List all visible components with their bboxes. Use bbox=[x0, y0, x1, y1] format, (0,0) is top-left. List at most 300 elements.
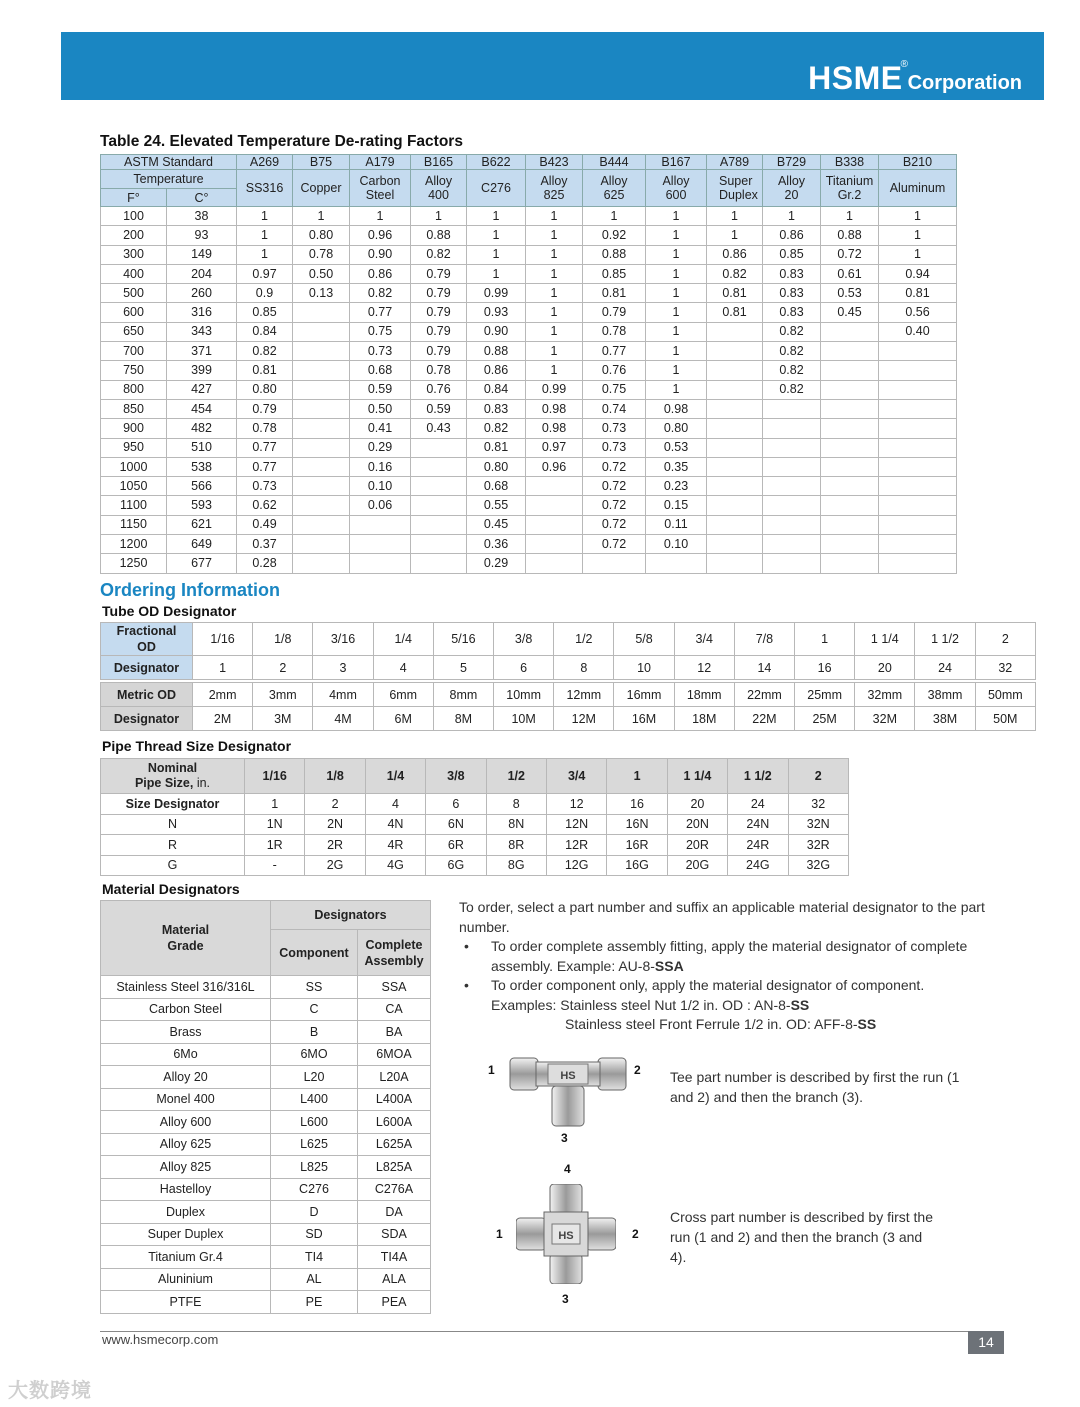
derating-cell bbox=[763, 554, 821, 573]
derating-cell bbox=[526, 515, 583, 534]
material-cell: D bbox=[271, 1201, 358, 1224]
metric-od-label: Metric OD bbox=[101, 683, 193, 707]
derating-cell: 1 bbox=[526, 284, 583, 303]
derating-cell bbox=[763, 477, 821, 496]
example1-text: Examples: Stainless steel Nut 1/2 in. OD : AN-8- bbox=[491, 996, 791, 1013]
derating-cell: 0.73 bbox=[583, 419, 646, 438]
std-header: B165 bbox=[411, 155, 467, 170]
derating-cell bbox=[707, 496, 763, 515]
derating-cell: 0.56 bbox=[879, 303, 957, 322]
derating-cell: 0.90 bbox=[350, 245, 411, 264]
astm-label: ASTM Standard bbox=[101, 155, 237, 170]
header-banner bbox=[61, 32, 1044, 100]
tube-od-title: Tube OD Designator bbox=[102, 603, 237, 619]
derating-cell: 0.98 bbox=[526, 419, 583, 438]
derating-row bbox=[101, 264, 957, 283]
derating-cell: 593 bbox=[167, 496, 237, 515]
derating-cell: 1 bbox=[763, 207, 821, 226]
pipe-thread-cell: 32R bbox=[788, 835, 848, 856]
derating-cell: 0.06 bbox=[350, 496, 411, 515]
derating-cell: 0.78 bbox=[583, 322, 646, 341]
derating-cell: 800 bbox=[101, 380, 167, 399]
derating-row bbox=[101, 419, 957, 438]
derating-cell: 0.10 bbox=[646, 535, 707, 554]
derating-cell bbox=[526, 477, 583, 496]
derating-cell bbox=[821, 457, 879, 476]
od-cell: 1 1/4 bbox=[855, 623, 915, 656]
derating-cell: 0.80 bbox=[293, 226, 350, 245]
material-cell: 6Mo bbox=[101, 1043, 271, 1066]
material-cell: SS bbox=[271, 976, 358, 999]
pipe-thread-cell: 4 bbox=[365, 794, 425, 815]
derating-cell bbox=[293, 361, 350, 380]
pipe-thread-cell: 6N bbox=[426, 814, 486, 835]
derating-cell: 1 bbox=[467, 226, 526, 245]
pipe-thread-cell: 20N bbox=[667, 814, 727, 835]
derating-cell: 1 bbox=[526, 361, 583, 380]
derating-cell: 0.59 bbox=[350, 380, 411, 399]
footer-url[interactable]: www.hsmecorp.com bbox=[102, 1332, 219, 1347]
derating-cell bbox=[879, 342, 957, 361]
pipe-thread-cell: 2N bbox=[305, 814, 365, 835]
material-header: Alloy 400 bbox=[411, 170, 467, 207]
derating-cell: 200 bbox=[101, 226, 167, 245]
tee-logo: HS bbox=[560, 1070, 576, 1082]
pipe-size-header: 2 bbox=[788, 759, 848, 794]
material-row bbox=[101, 1088, 431, 1111]
derating-cell: 0.83 bbox=[763, 264, 821, 283]
tee-label-1: 1 bbox=[488, 1063, 495, 1077]
material-cell: PTFE bbox=[101, 1291, 271, 1314]
od-cell: 32M bbox=[855, 707, 915, 731]
cross-caption: Cross part number is described by first the run (1 and 2) and then the branch (3 and 4). bbox=[670, 1209, 933, 1265]
derating-row bbox=[101, 361, 957, 380]
derating-cell: 0.41 bbox=[350, 419, 411, 438]
pipe-thread-cell: 8R bbox=[486, 835, 546, 856]
derating-cell: 1 bbox=[646, 226, 707, 245]
material-header: Alloy 600 bbox=[646, 170, 707, 207]
derating-cell: 0.88 bbox=[821, 226, 879, 245]
derating-cell: 0.96 bbox=[526, 457, 583, 476]
derating-cell: 0.98 bbox=[526, 399, 583, 418]
derating-cell: 0.86 bbox=[467, 361, 526, 380]
brand-registered: ® bbox=[900, 59, 908, 70]
od-cell: 20 bbox=[855, 656, 915, 680]
derating-cell: 0.79 bbox=[411, 303, 467, 322]
std-header: B423 bbox=[526, 155, 583, 170]
derating-cell bbox=[707, 419, 763, 438]
pipe-thread-cell: 2R bbox=[305, 835, 365, 856]
material-header: Carbon Steel bbox=[350, 170, 411, 207]
derating-cell bbox=[879, 419, 957, 438]
derating-cell bbox=[293, 380, 350, 399]
derating-cell: 0.53 bbox=[646, 438, 707, 457]
od-cell: 38M bbox=[915, 707, 975, 731]
derating-cell: 1 bbox=[411, 207, 467, 226]
derating-cell: 0.82 bbox=[707, 264, 763, 283]
derating-cell: 0.68 bbox=[467, 477, 526, 496]
derating-cell: 204 bbox=[167, 264, 237, 283]
derating-cell: 649 bbox=[167, 535, 237, 554]
od-cell: 22M bbox=[734, 707, 794, 731]
pipe-size-header: 1 1/4 bbox=[667, 759, 727, 794]
derating-cell: 1 bbox=[879, 245, 957, 264]
derating-cell bbox=[293, 496, 350, 515]
derating-cell: 1 bbox=[526, 207, 583, 226]
derating-cell: 1 bbox=[646, 380, 707, 399]
derating-cell: 1 bbox=[467, 207, 526, 226]
derating-cell: 750 bbox=[101, 361, 167, 380]
derating-cell: 600 bbox=[101, 303, 167, 322]
derating-cell bbox=[411, 515, 467, 534]
derating-cell: 0.79 bbox=[583, 303, 646, 322]
pipe-thread-cell: 4N bbox=[365, 814, 425, 835]
pipe-thread-cell: G bbox=[101, 855, 245, 876]
od-cell: 1/16 bbox=[193, 623, 253, 656]
derating-cell: 1 bbox=[646, 342, 707, 361]
derating-cell bbox=[821, 477, 879, 496]
material-row bbox=[101, 976, 431, 999]
material-header: Aluminum bbox=[879, 170, 957, 207]
derating-cell: 621 bbox=[167, 515, 237, 534]
od-cell: 25mm bbox=[795, 683, 855, 707]
derating-cell: 0.81 bbox=[707, 303, 763, 322]
pipe-thread-cell: 12N bbox=[546, 814, 606, 835]
metric-designator-label: Designator bbox=[101, 707, 193, 731]
derating-row bbox=[101, 322, 957, 341]
material-cell: PEA bbox=[358, 1291, 431, 1314]
derating-cell: 1 bbox=[526, 303, 583, 322]
cross-label-1: 1 bbox=[496, 1227, 503, 1241]
derating-cell: 0.88 bbox=[467, 342, 526, 361]
pipe-thread-cell: 16 bbox=[607, 794, 667, 815]
material-cell: Super Duplex bbox=[101, 1223, 271, 1246]
derating-cell: 343 bbox=[167, 322, 237, 341]
pipe-size-header: 1/8 bbox=[305, 759, 365, 794]
derating-cell: 0.11 bbox=[646, 515, 707, 534]
od-cell: 16 bbox=[795, 656, 855, 680]
derating-cell: 850 bbox=[101, 399, 167, 418]
od-cell: 6M bbox=[373, 707, 433, 731]
derating-cell: 0.88 bbox=[411, 226, 467, 245]
pipe-size-header: 1 1/2 bbox=[728, 759, 788, 794]
derating-cell: 0.82 bbox=[763, 322, 821, 341]
pipe-thread-cell: 32N bbox=[788, 814, 848, 835]
od-cell: 38mm bbox=[915, 683, 975, 707]
derating-row bbox=[101, 207, 957, 226]
derating-cell: 1 bbox=[646, 245, 707, 264]
pipe-size-header: 3/4 bbox=[546, 759, 606, 794]
derating-cell: 93 bbox=[167, 226, 237, 245]
derating-cell: 0.81 bbox=[583, 284, 646, 303]
pipe-thread-cell: 24N bbox=[728, 814, 788, 835]
pipe-thread-cell: 32G bbox=[788, 855, 848, 876]
derating-cell bbox=[879, 361, 957, 380]
derating-cell: 1 bbox=[646, 303, 707, 322]
std-header: B729 bbox=[763, 155, 821, 170]
derating-cell: 0.90 bbox=[467, 322, 526, 341]
derating-cell bbox=[879, 515, 957, 534]
derating-cell bbox=[879, 477, 957, 496]
od-cell: 6 bbox=[494, 656, 554, 680]
pipe-thread-cell: 16N bbox=[607, 814, 667, 835]
pipe-thread-cell: 20 bbox=[667, 794, 727, 815]
example2-code: SS bbox=[857, 1016, 877, 1032]
od-cell: 1/2 bbox=[554, 623, 614, 656]
material-cell: DA bbox=[358, 1201, 431, 1224]
derating-row bbox=[101, 284, 957, 303]
derating-cell: 0.85 bbox=[237, 303, 293, 322]
celsius-label: C° bbox=[167, 189, 237, 207]
derating-cell bbox=[879, 496, 957, 515]
bullet1-code: SSA bbox=[654, 957, 684, 974]
material-cell: Titanium Gr.4 bbox=[101, 1246, 271, 1269]
material-cell: Brass bbox=[101, 1021, 271, 1044]
derating-cell: 1 bbox=[237, 245, 293, 264]
derating-cell bbox=[763, 535, 821, 554]
od-cell: 18mm bbox=[674, 683, 734, 707]
material-title: Material Designators bbox=[102, 881, 240, 897]
derating-cell: 0.72 bbox=[583, 457, 646, 476]
derating-cell: 0.85 bbox=[763, 245, 821, 264]
derating-cell bbox=[707, 342, 763, 361]
derating-cell: 1 bbox=[707, 207, 763, 226]
pipe-thread-cell: 12G bbox=[546, 855, 606, 876]
pipe-size-label: Pipe Size, bbox=[134, 776, 194, 790]
derating-cell: 0.96 bbox=[350, 226, 411, 245]
derating-cell bbox=[526, 535, 583, 554]
derating-cell: 0.50 bbox=[293, 264, 350, 283]
material-cell: TI4A bbox=[358, 1246, 431, 1269]
derating-cell: 0.97 bbox=[526, 438, 583, 457]
material-cell: L625A bbox=[358, 1133, 431, 1156]
derating-cell: 1150 bbox=[101, 515, 167, 534]
pipe-thread-cell: 2G bbox=[305, 855, 365, 876]
brand-name: HSME bbox=[808, 60, 903, 96]
material-cell: 6MO bbox=[271, 1043, 358, 1066]
derating-cell bbox=[821, 554, 879, 573]
derating-cell: 1 bbox=[646, 322, 707, 341]
cross-label-2: 2 bbox=[632, 1227, 639, 1241]
material-cell: L400 bbox=[271, 1088, 358, 1111]
derating-cell: 0.82 bbox=[350, 284, 411, 303]
footer-divider bbox=[100, 1331, 968, 1332]
derating-cell bbox=[411, 438, 467, 457]
pipe-thread-table bbox=[100, 758, 849, 876]
intro-text: To order, select a part number and suffix an applicable material designator to the part number. bbox=[459, 899, 985, 935]
material-row bbox=[101, 1043, 431, 1066]
derating-cell bbox=[879, 399, 957, 418]
derating-cell: 0.78 bbox=[411, 361, 467, 380]
derating-cell bbox=[879, 554, 957, 573]
derating-cell: 0.80 bbox=[646, 419, 707, 438]
derating-cell: 1 bbox=[646, 264, 707, 283]
std-header: A789 bbox=[707, 155, 763, 170]
derating-cell: 0.45 bbox=[821, 303, 879, 322]
derating-cell: 0.79 bbox=[237, 399, 293, 418]
derating-cell: 1 bbox=[467, 245, 526, 264]
derating-cell: 0.13 bbox=[293, 284, 350, 303]
material-cell: L625 bbox=[271, 1133, 358, 1156]
derating-cell bbox=[293, 419, 350, 438]
ordering-title: Ordering Information bbox=[100, 580, 280, 600]
derating-cell bbox=[293, 554, 350, 573]
derating-cell: 0.79 bbox=[411, 264, 467, 283]
derating-cell: 0.80 bbox=[237, 380, 293, 399]
pipe-thread-cell: 1N bbox=[245, 814, 305, 835]
derating-cell bbox=[293, 438, 350, 457]
derating-cell: 0.62 bbox=[237, 496, 293, 515]
derating-cell bbox=[821, 419, 879, 438]
derating-cell: 650 bbox=[101, 322, 167, 341]
od-cell: 10mm bbox=[494, 683, 554, 707]
derating-row bbox=[101, 457, 957, 476]
pipe-size-unit: in. bbox=[196, 776, 211, 790]
od-cell: 3/16 bbox=[313, 623, 373, 656]
derating-cell: 1 bbox=[879, 207, 957, 226]
derating-cell: 0.82 bbox=[237, 342, 293, 361]
bullet-complete-assembly bbox=[459, 937, 1019, 976]
material-cell: Alloy 600 bbox=[101, 1111, 271, 1134]
std-header: B167 bbox=[646, 155, 707, 170]
derating-cell: 0.78 bbox=[293, 245, 350, 264]
material-cell: B bbox=[271, 1021, 358, 1044]
derating-cell: 0.84 bbox=[237, 322, 293, 341]
derating-cell: 0.81 bbox=[467, 438, 526, 457]
pipe-thread-cell: - bbox=[245, 855, 305, 876]
derating-cell: 566 bbox=[167, 477, 237, 496]
fractional-od-table bbox=[100, 622, 1036, 680]
od-cell: 32mm bbox=[855, 683, 915, 707]
derating-cell: 900 bbox=[101, 419, 167, 438]
derating-cell bbox=[763, 419, 821, 438]
derating-cell: 0.77 bbox=[583, 342, 646, 361]
tee-caption: Tee part number is described by first the run (1 and 2) and then the branch (3). bbox=[670, 1069, 960, 1105]
od-cell: 24 bbox=[915, 656, 975, 680]
od-cell: 8M bbox=[433, 707, 493, 731]
derating-cell: 510 bbox=[167, 438, 237, 457]
derating-cell bbox=[583, 554, 646, 573]
derating-cell: 0.88 bbox=[583, 245, 646, 264]
derating-cell: 0.98 bbox=[646, 399, 707, 418]
od-cell: 4mm bbox=[313, 683, 373, 707]
derating-cell: 0.92 bbox=[583, 226, 646, 245]
derating-cell: 482 bbox=[167, 419, 237, 438]
derating-cell: 1 bbox=[707, 226, 763, 245]
derating-cell: 0.81 bbox=[237, 361, 293, 380]
material-header: C276 bbox=[467, 170, 526, 207]
pipe-thread-cell: 8 bbox=[486, 794, 546, 815]
derating-cell: 0.77 bbox=[237, 438, 293, 457]
watermark: 大数跨境 bbox=[8, 1380, 92, 1402]
material-cell: SDA bbox=[358, 1223, 431, 1246]
derating-cell: 38 bbox=[167, 207, 237, 226]
derating-cell: 1 bbox=[350, 207, 411, 226]
derating-cell: 1 bbox=[583, 207, 646, 226]
derating-row bbox=[101, 226, 957, 245]
nominal-pipe-size-header bbox=[101, 759, 245, 794]
derating-cell bbox=[293, 342, 350, 361]
derating-row bbox=[101, 380, 957, 399]
od-cell: 12mm bbox=[554, 683, 614, 707]
derating-cell: 538 bbox=[167, 457, 237, 476]
derating-cell: 0.50 bbox=[350, 399, 411, 418]
derating-cell: 1 bbox=[821, 207, 879, 226]
derating-cell: 0.72 bbox=[821, 245, 879, 264]
example2-text: Stainless steel Front Ferrule 1/2 in. OD: AFF-8- bbox=[565, 1016, 858, 1032]
od-cell: 5 bbox=[433, 656, 493, 680]
derating-cell: 0.79 bbox=[411, 342, 467, 361]
derating-row bbox=[101, 342, 957, 361]
od-cell: 4 bbox=[373, 656, 433, 680]
derating-cell bbox=[293, 457, 350, 476]
derating-row bbox=[101, 245, 957, 264]
derating-cell bbox=[411, 535, 467, 554]
designators-header: Designators bbox=[271, 901, 431, 930]
derating-cell bbox=[707, 322, 763, 341]
derating-cell: 0.83 bbox=[763, 303, 821, 322]
od-cell: 8mm bbox=[433, 683, 493, 707]
derating-cell bbox=[879, 457, 957, 476]
derating-cell: 677 bbox=[167, 554, 237, 573]
derating-cell: 1 bbox=[237, 226, 293, 245]
derating-cell: 0.79 bbox=[411, 322, 467, 341]
material-cell: Aluninium bbox=[101, 1268, 271, 1291]
derating-cell: 0.73 bbox=[237, 477, 293, 496]
derating-cell: 1 bbox=[646, 207, 707, 226]
pipe-thread-row bbox=[101, 855, 849, 876]
derating-cell bbox=[350, 515, 411, 534]
derating-cell: 0.82 bbox=[763, 361, 821, 380]
material-cell: Monel 400 bbox=[101, 1088, 271, 1111]
od-cell: 22mm bbox=[734, 683, 794, 707]
pipe-thread-cell: 1 bbox=[245, 794, 305, 815]
derating-cell bbox=[707, 399, 763, 418]
table24-title: Table 24. Elevated Temperature De-rating Factors bbox=[100, 133, 463, 150]
std-header: A179 bbox=[350, 155, 411, 170]
pipe-size-header: 1/2 bbox=[486, 759, 546, 794]
derating-cell: 0.16 bbox=[350, 457, 411, 476]
pipe-thread-cell: 6 bbox=[426, 794, 486, 815]
derating-row bbox=[101, 438, 957, 457]
derating-cell: 371 bbox=[167, 342, 237, 361]
temperature-label: Temperature bbox=[101, 170, 237, 189]
material-cell: Alloy 825 bbox=[101, 1156, 271, 1179]
pipe-thread-cell: 6R bbox=[426, 835, 486, 856]
derating-cell bbox=[763, 438, 821, 457]
cross-label-3: 3 bbox=[562, 1292, 569, 1306]
od-cell: 3/8 bbox=[494, 623, 554, 656]
material-row bbox=[101, 1156, 431, 1179]
material-row bbox=[101, 1111, 431, 1134]
od-cell: 6mm bbox=[373, 683, 433, 707]
od-cell: 32 bbox=[975, 656, 1035, 680]
derating-cell: 0.97 bbox=[237, 264, 293, 283]
material-header: Alloy 825 bbox=[526, 170, 583, 207]
material-table bbox=[100, 900, 431, 1314]
od-cell: 16M bbox=[614, 707, 674, 731]
derating-cell bbox=[821, 380, 879, 399]
bullet-component bbox=[459, 976, 1019, 1035]
derating-cell: 1200 bbox=[101, 535, 167, 554]
od-cell: 3mm bbox=[253, 683, 313, 707]
derating-cell bbox=[821, 515, 879, 534]
derating-cell bbox=[293, 515, 350, 534]
derating-cell bbox=[293, 322, 350, 341]
od-cell: 5/8 bbox=[614, 623, 674, 656]
std-header: B75 bbox=[293, 155, 350, 170]
pipe-thread-cell: 2 bbox=[305, 794, 365, 815]
